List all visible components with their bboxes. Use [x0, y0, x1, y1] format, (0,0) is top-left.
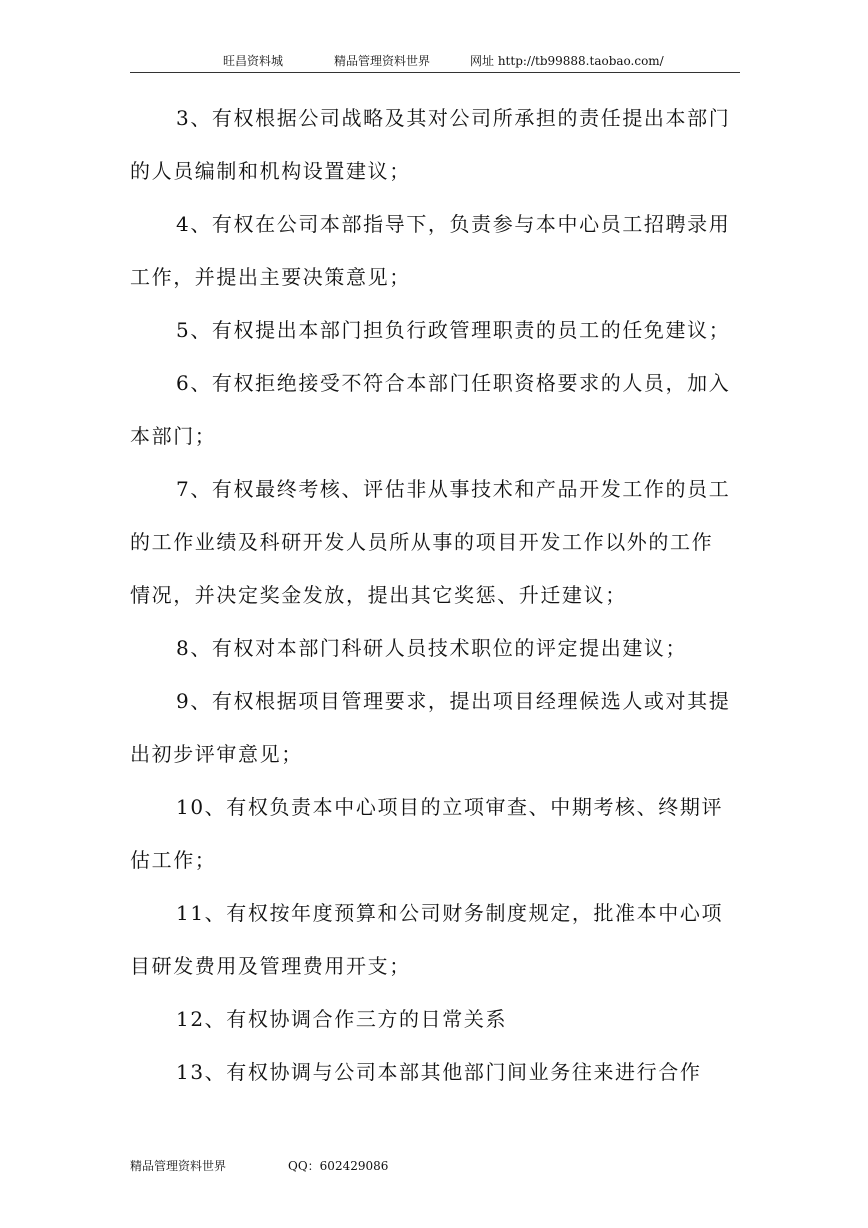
paragraph-line: 的工作业绩及科研开发人员所从事的项目开发工作以外的工作 — [130, 530, 714, 554]
paragraph-line: 本部门； — [130, 424, 217, 448]
paragraph-line: 工作，并提出主要决策意见； — [130, 265, 411, 289]
paragraph-line: 估工作； — [130, 848, 217, 872]
header-url: 网址 http://tb99888.taobao.com/ — [470, 54, 664, 68]
paragraph-line: 目研发费用及管理费用开支； — [130, 954, 411, 978]
footer-qq: QQ：602429086 — [288, 1159, 389, 1173]
header-site-name: 精品管理资料世界 — [334, 54, 431, 68]
page-header — [130, 52, 740, 73]
paragraph-line: 5、有权提出本部门担负行政管理职责的员工的任免建议； — [176, 318, 730, 342]
paragraph-line: 情况，并决定奖金发放，提出其它奖惩、升迁建议； — [130, 583, 627, 607]
page-footer — [130, 1158, 730, 1176]
paragraph-line: 3、有权根据公司战略及其对公司所承担的责任提出本部门 — [176, 106, 730, 130]
paragraph-line: 8、有权对本部门科研人员技术职位的评定提出建议； — [176, 636, 688, 660]
paragraph-line: 7、有权最终考核、评估非从事技术和产品开发工作的员工 — [176, 477, 730, 501]
paragraph-line: 的人员编制和机构设置建议； — [130, 159, 411, 183]
paragraph-line: 10、有权负责本中心项目的立项审查、中期考核、终期评 — [176, 795, 724, 819]
paragraph-line: 出初步评审意见； — [130, 742, 303, 766]
header-shop-name: 旺昌资料城 — [223, 54, 284, 68]
document-body — [130, 99, 730, 1106]
footer-site-name: 精品管理资料世界 — [130, 1159, 227, 1173]
paragraph-line: 4、有权在公司本部指导下，负责参与本中心员工招聘录用 — [176, 212, 730, 236]
paragraph-line: 9、有权根据项目管理要求，提出项目经理候选人或对其提 — [176, 689, 730, 713]
paragraph-line: 6、有权拒绝接受不符合本部门任职资格要求的人员，加入 — [176, 371, 730, 395]
paragraph-line: 13、有权协调与公司本部其他部门间业务往来进行合作 — [176, 1060, 702, 1084]
paragraph-line: 12、有权协调合作三方的日常关系 — [176, 1007, 508, 1031]
paragraph-line: 11、有权按年度预算和公司财务制度规定，批准本中心项 — [176, 901, 724, 925]
